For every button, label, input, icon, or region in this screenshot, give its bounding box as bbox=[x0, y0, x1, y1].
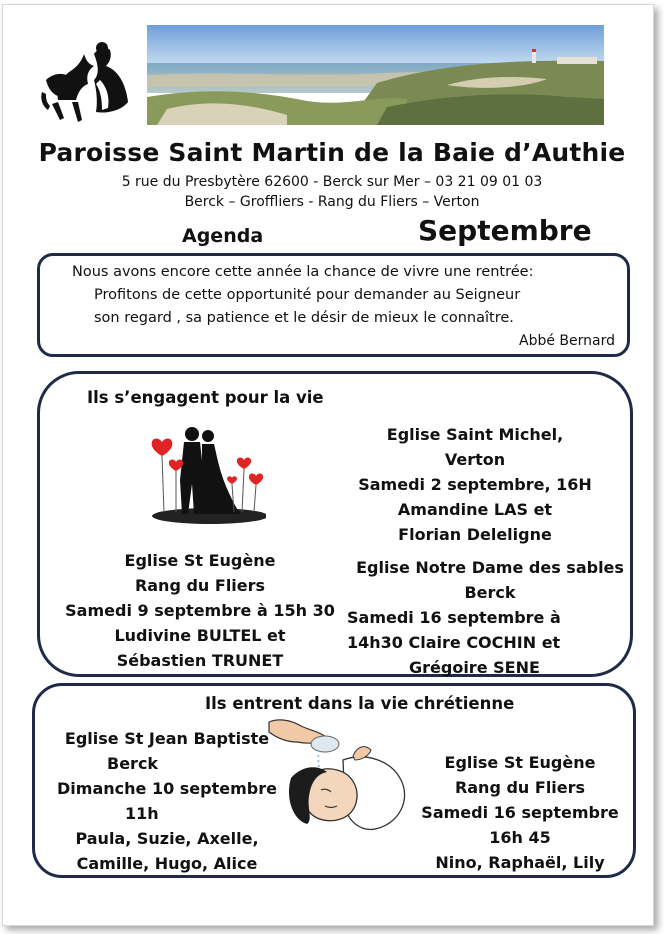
child-names: Paula, Suzie, Axelle, bbox=[75, 829, 259, 848]
church-place: Berck bbox=[107, 754, 159, 773]
child-names: Nino, Raphaël, Lily bbox=[435, 853, 605, 872]
couple-name: Ludivine BULTEL et bbox=[114, 626, 286, 645]
dunes-beach-photo bbox=[147, 25, 604, 125]
baptism-event bbox=[47, 726, 287, 876]
weddings-title: Ils s’engagent pour la vie bbox=[87, 388, 324, 407]
baptism-baby-icon bbox=[261, 716, 411, 846]
intro-box bbox=[37, 253, 630, 357]
church-name: Eglise St Eugène bbox=[124, 551, 276, 570]
couple-name: Sébastien TRUNET bbox=[116, 651, 284, 670]
intro-line: Nous avons encore cette année la chance de vivre une rentrée: bbox=[72, 264, 534, 280]
month-heading: Septembre bbox=[418, 214, 592, 247]
couple-hearts-icon bbox=[148, 420, 266, 524]
church-name: Eglise St Jean Baptiste bbox=[64, 729, 270, 748]
signature: Abbé Bernard bbox=[519, 333, 615, 349]
baptisms-box bbox=[32, 683, 636, 878]
agenda-label: Agenda bbox=[182, 225, 264, 247]
couple-name: Grégoire SENE bbox=[409, 658, 540, 677]
intro-line: Profitons de cette opportunité pour demander au Seigneur bbox=[94, 287, 521, 303]
event-time: 16h 45 bbox=[489, 828, 551, 847]
church-name: Eglise St Eugène bbox=[444, 753, 596, 772]
wedding-event bbox=[50, 548, 350, 673]
weddings-box bbox=[37, 371, 633, 677]
event-date: Samedi 9 septembre à 15h 30 bbox=[65, 601, 335, 620]
page-title: Paroisse Saint Martin de la Baie d’Authie bbox=[38, 138, 626, 167]
event-date: Samedi 16 septembre bbox=[421, 803, 619, 822]
saint-martin-logo bbox=[38, 40, 138, 125]
event-date: Samedi 16 septembre à bbox=[347, 608, 561, 627]
church-name: Eglise Saint Michel, bbox=[386, 425, 564, 444]
event-date: Dimanche 10 septembre bbox=[57, 779, 277, 798]
event-time: 11h bbox=[125, 804, 159, 823]
church-place: Rang du Fliers bbox=[134, 576, 266, 595]
villages-line: Berck – Groffliers - Rang du Fliers – Verton bbox=[184, 194, 480, 210]
wedding-event bbox=[340, 422, 610, 547]
wedding-event bbox=[345, 555, 635, 680]
church-place: Verton bbox=[444, 450, 506, 469]
church-place: Rang du Fliers bbox=[454, 778, 586, 797]
address-line: 5 rue du Presbytère 62600 - Berck sur Mer – 03 21 09 01 03 bbox=[121, 174, 543, 190]
church-place: Berck bbox=[464, 583, 516, 602]
church-name: Eglise Notre Dame des sables bbox=[356, 558, 624, 577]
couple-name: 14h30 Claire COCHIN et bbox=[347, 633, 561, 652]
intro-line: son regard , sa patience et le désir de mieux le connaître. bbox=[94, 310, 514, 326]
couple-name: Florian Deleligne bbox=[398, 525, 552, 544]
couple-name: Amandine LAS et bbox=[397, 500, 553, 519]
baptism-event bbox=[410, 750, 630, 875]
child-names: Camille, Hugo, Alice bbox=[76, 854, 258, 873]
event-date: Samedi 2 septembre, 16H bbox=[358, 475, 592, 494]
baptisms-title: Ils entrent dans la vie chrétienne bbox=[205, 694, 515, 713]
